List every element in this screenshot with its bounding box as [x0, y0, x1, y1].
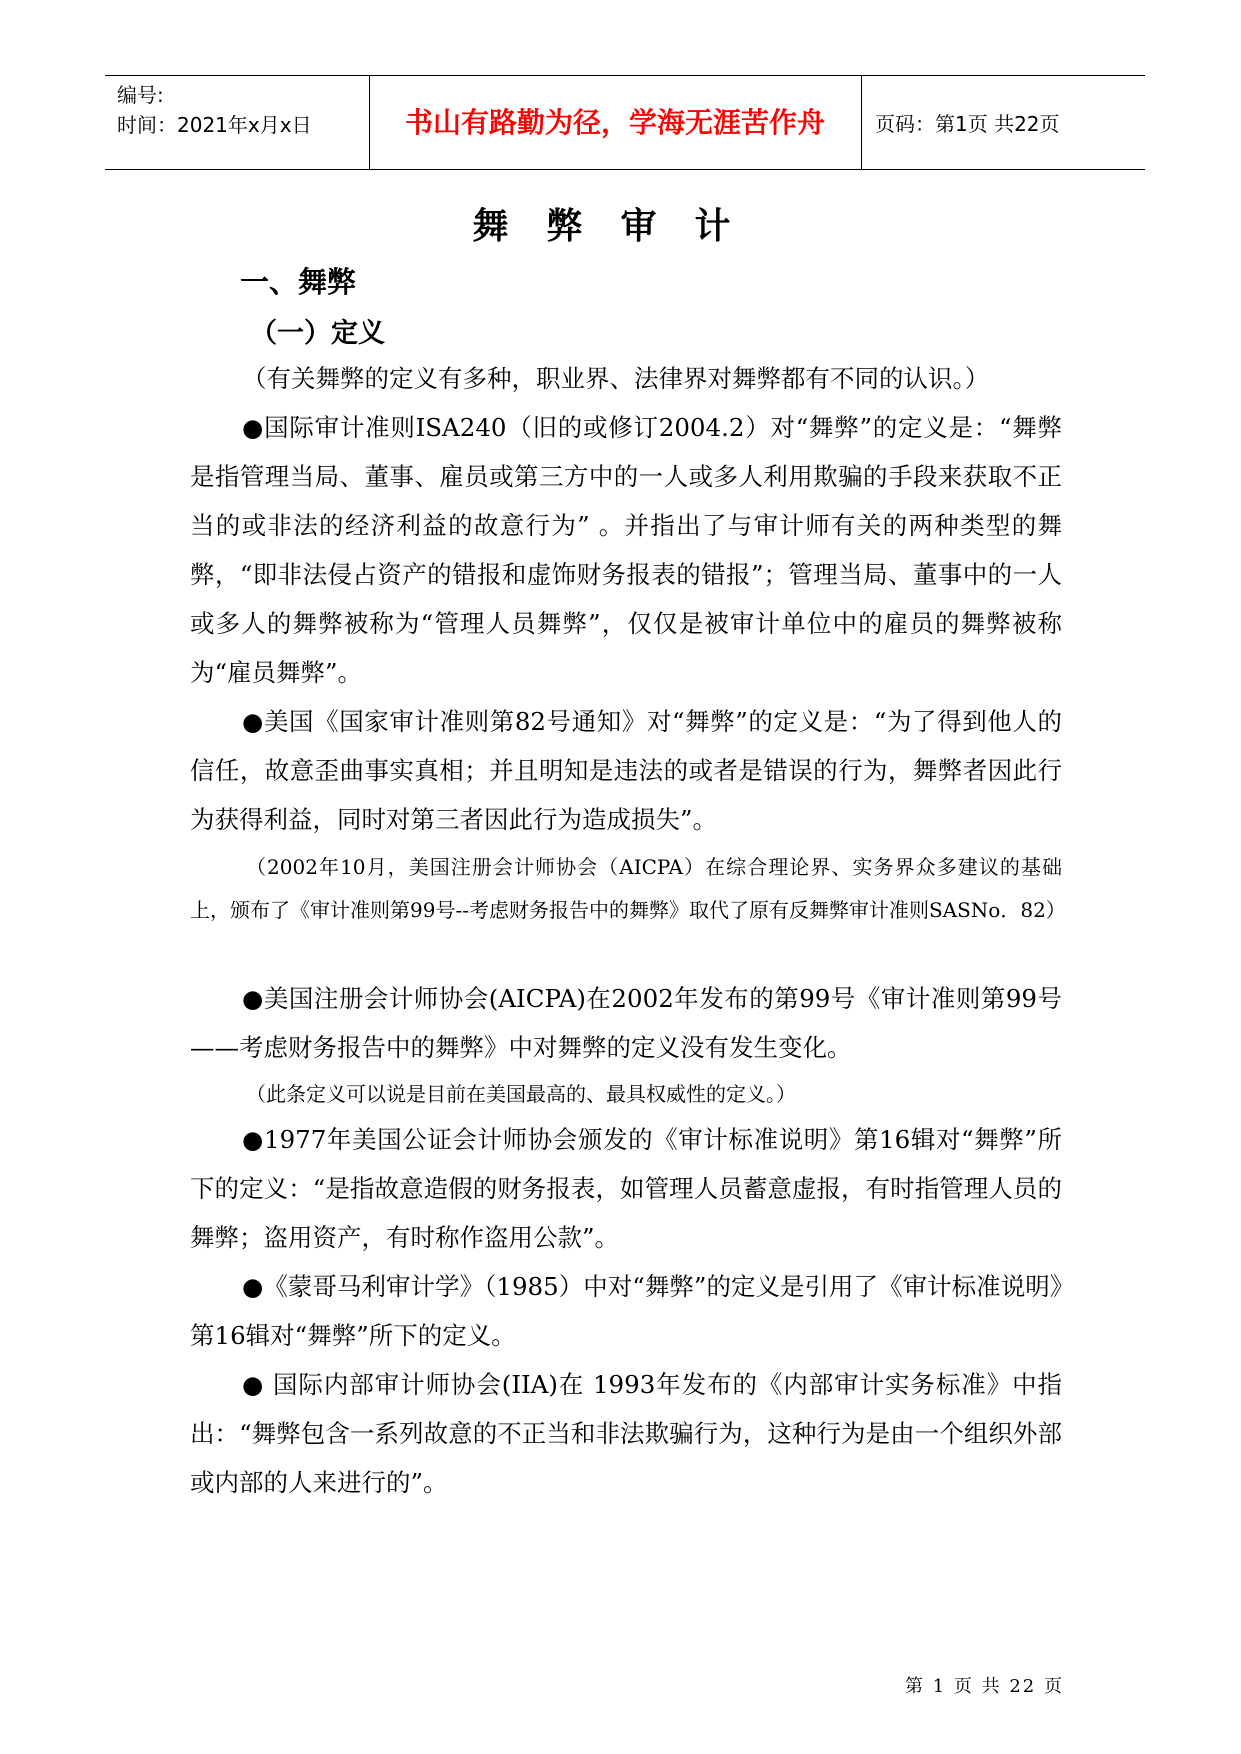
paragraph: ● 国际内部审计师协会(IIA)在 1993年发布的《内部审计实务标准》中指出：“舞弊包含一系列故意的不正当和非法欺骗行为，这种行为是由一个组织外部或内部的人来进行的”。 [190, 1370, 1062, 1497]
header-divider [861, 76, 862, 169]
note-paragraph: （此条定义可以说是目前在美国最高的、最具权威性的定义。） [246, 1082, 796, 1106]
document-number-label: 编号: [117, 83, 164, 107]
paragraph: ●国际审计准则ISA240（旧的或修订2004.2）对“舞弊”的定义是：“舞弊是指管理当局、董事、雇员或第三方中的一人或多人利用欺骗的手段来获取不正当的或非法的经济利益的故意行为” 。并指出了与审计师有关的两种类型的舞弊，“即非法侵占资产的错报和虚饰财务报表的错报”；管理当局、董事中的一人或多人的舞弊被称为“管理人员舞弊”，仅仅是被审计单位中的雇员的舞弊被称为“雇员舞弊”。 [190, 413, 1062, 687]
header-left-cell [117, 80, 312, 140]
paragraph: （有关舞弊的定义有多种，职业界、法律界对舞弊都有不同的认识。） [242, 364, 990, 393]
paragraph: ●美国注册会计师协会(AICPA)在2002年发布的第99号《审计准则第99号——考虑财务报告中的舞弊》中对舞弊的定义没有发生变化。 [190, 984, 1062, 1062]
section-heading: 一、舞弊 [240, 265, 357, 299]
document-header-table [105, 75, 1145, 170]
note-paragraph: （2002年10月，美国注册会计师协会（AICPA）在综合理论界、实务界众多建议的基础上，颁布了《审计准则第99号--考虑财务报告中的舞弊》取代了原有反舞弊审计准则SASNo．82） [190, 855, 1066, 922]
document-title: 舞弊审计 [472, 206, 769, 247]
header-page-label: 页码：第1页 共22页 [875, 112, 1060, 136]
header-motto: 书山有路勤为径，学海无涯苦作舟 [404, 106, 825, 139]
paragraph: ●美国《国家审计准则第82号通知》对“舞弊”的定义是：“为了得到他人的信任，故意歪曲事实真相；并且明知是违法的或者是错误的行为，舞弊者因此行为获得利益，同时对第三者因此行为造成损失”。 [190, 707, 1062, 834]
page-footer: 第 1 页 共 22 页 [905, 1676, 1064, 1697]
document-time-label: 时间：2021年x月x日 [117, 113, 312, 137]
subsection-heading: （一）定义 [250, 318, 385, 349]
paragraph: ●1977年美国公证会计师协会颁发的《审计标准说明》第16辑对“舞弊”所下的定义：“是指故意造假的财务报表，如管理人员蓄意虚报，有时指管理人员的舞弊；盗用资产，有时称作盗用公款”。 [190, 1125, 1062, 1252]
paragraph: ●《蒙哥马利审计学》（1985）中对“舞弊”的定义是引用了《审计标准说明》第16辑对“舞弊”所下的定义。 [190, 1272, 1062, 1350]
